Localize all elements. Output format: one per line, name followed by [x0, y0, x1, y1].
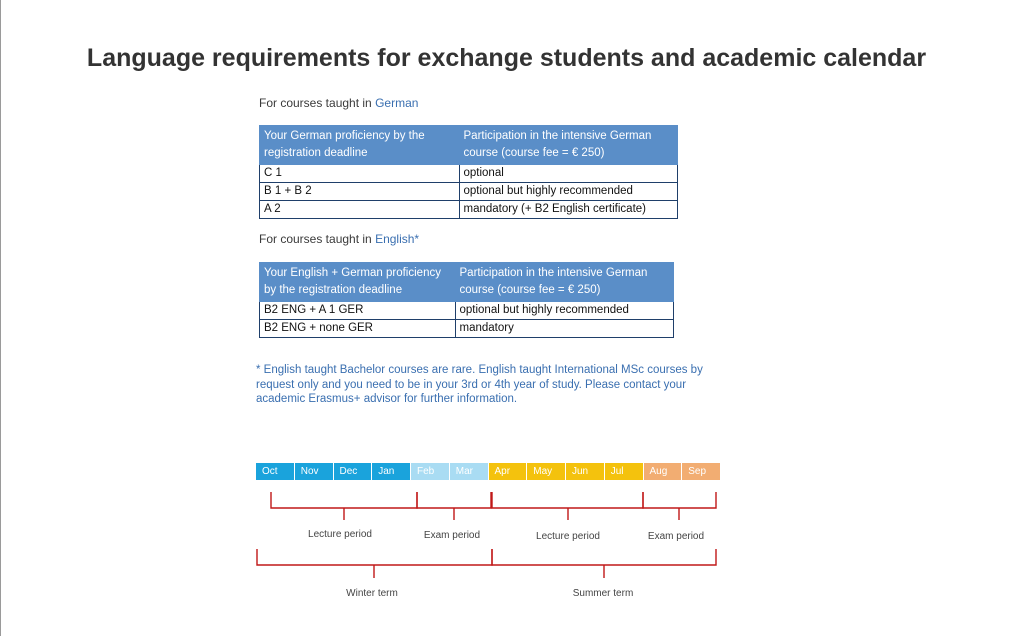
month-aug: Aug [644, 463, 683, 480]
period-label-exam-winter: Exam period [423, 530, 481, 541]
exam-period-brace-summer [643, 492, 716, 520]
english-participation-cell: mandatory [455, 320, 674, 338]
month-sep: Sep [682, 463, 720, 480]
period-label-lecture-winter: Lecture period [308, 529, 372, 540]
winter-term-brace [257, 549, 492, 578]
lecture-period-brace-summer [492, 492, 643, 520]
german-participation-cell: optional but highly recommended [459, 183, 678, 201]
period-label-lecture-summer: Lecture period [536, 531, 600, 542]
english-courses-footnote: * English taught Bachelor courses are rare. English taught International MSc courses by request only and you need to be in your 3rd or 4th year of study. Please contact your academic Erasmus+ advisor for further information. [256, 364, 703, 405]
german-level-cell: B 1 + B 2 [260, 183, 460, 201]
page-title: Language requirements for exchange students and academic calendar [86, 44, 927, 72]
german-caption-prefix: For courses taught in [259, 96, 376, 110]
german-level-cell: A 2 [260, 201, 460, 219]
german-caption-lang: German [375, 96, 419, 110]
exam-period-brace-winter [417, 492, 491, 520]
english-participation-cell: optional but highly recommended [455, 302, 674, 320]
german-participation-cell: mandatory (+ B2 English certificate) [459, 201, 678, 219]
month-jul: Jul [605, 463, 644, 480]
month-oct: Oct [256, 463, 295, 480]
english-header-proficiency: Your English + German proficiency by the registration deadline [260, 263, 456, 302]
german-header-proficiency: Your German proficiency by the registration deadline [260, 126, 460, 165]
month-nov: Nov [295, 463, 334, 480]
month-dec: Dec [334, 463, 373, 480]
term-label-winter: Winter term [346, 588, 398, 599]
english-level-cell: B2 ENG + A 1 GER [260, 302, 456, 320]
english-caption-prefix: For courses taught in [259, 232, 376, 246]
summer-term-brace [492, 549, 716, 578]
german-level-cell: C 1 [260, 165, 460, 183]
lecture-period-brace-winter [271, 492, 417, 520]
german-participation-cell: optional [459, 165, 678, 183]
english-header-participation: Participation in the intensive German course (course fee = € 250) [455, 263, 674, 302]
term-label-summer: Summer term [572, 588, 634, 599]
period-label-exam-summer: Exam period [647, 531, 705, 542]
english-caption-lang: English* [375, 232, 420, 246]
month-apr: Apr [489, 463, 528, 480]
month-jun: Jun [566, 463, 605, 480]
german-header-participation: Participation in the intensive German course (course fee = € 250) [459, 126, 678, 165]
month-mar: Mar [450, 463, 489, 480]
month-may: May [527, 463, 566, 480]
month-jan: Jan [372, 463, 411, 480]
month-feb: Feb [411, 463, 450, 480]
english-level-cell: B2 ENG + none GER [260, 320, 456, 338]
